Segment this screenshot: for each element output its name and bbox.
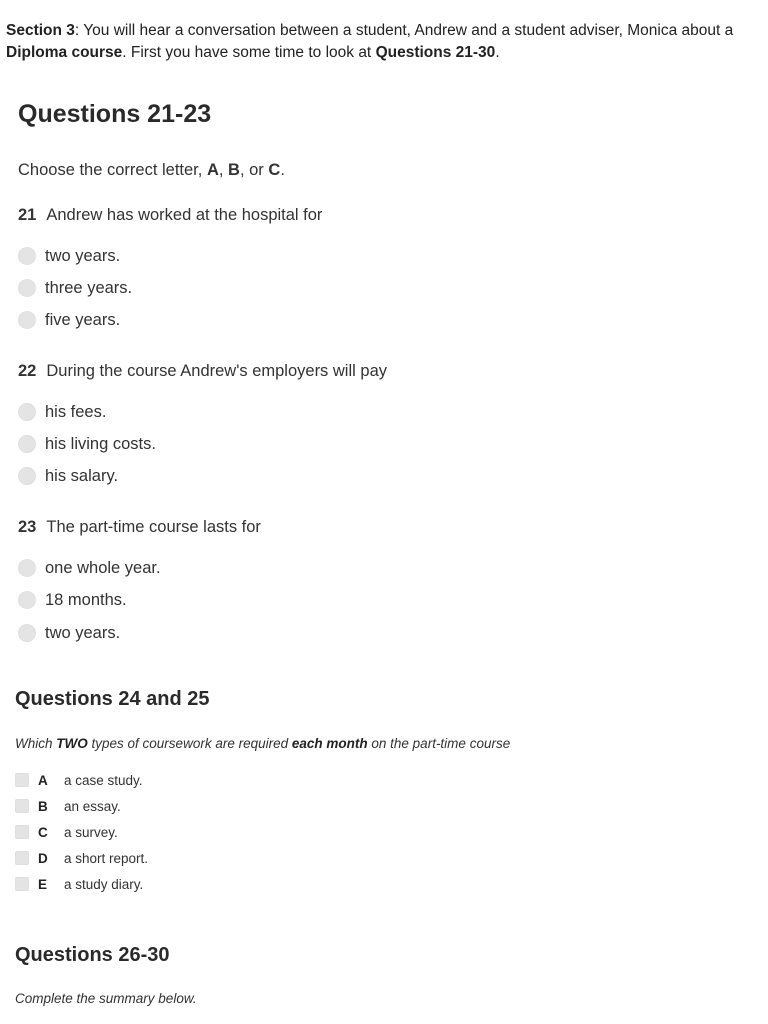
option-letter: D xyxy=(38,850,48,866)
question-text: The part-time course lasts for xyxy=(46,518,261,536)
questions-26-30-heading: Questions 26-30 xyxy=(15,944,170,966)
option-label: three years. xyxy=(45,278,133,297)
checkbox[interactable] xyxy=(15,773,29,787)
option-label: five years. xyxy=(45,310,121,329)
option-label: a case study. xyxy=(64,772,143,788)
option-label: his salary. xyxy=(45,466,119,485)
section-label: Section 3 xyxy=(6,22,75,39)
option-label: two years. xyxy=(45,246,121,265)
diploma-course: Diploma course xyxy=(6,44,123,61)
question-21 xyxy=(18,206,322,225)
checkbox[interactable] xyxy=(15,877,29,891)
checkbox[interactable] xyxy=(15,825,29,839)
questions-24-25-heading: Questions 24 and 25 xyxy=(15,688,210,710)
letter-a: A xyxy=(206,161,219,179)
instruction-text: types of coursework are required xyxy=(87,736,292,751)
radio-button[interactable] xyxy=(18,624,36,642)
choose-letter-instruction xyxy=(18,161,285,180)
option-label: a study diary. xyxy=(64,876,144,892)
option-letter: C xyxy=(38,824,48,840)
questions-ref: Questions 21-30 xyxy=(375,44,496,61)
question-22 xyxy=(18,362,387,381)
q21-option-2[interactable] xyxy=(18,278,132,298)
option-label: his living costs. xyxy=(45,434,156,453)
question-number: 22 xyxy=(18,362,37,380)
question-text: During the course Andrew's employers will pay xyxy=(46,362,387,380)
option-label: 18 months. xyxy=(45,590,127,609)
radio-button[interactable] xyxy=(18,279,36,297)
option-letter: B xyxy=(38,798,48,814)
option-label: his fees. xyxy=(45,402,107,421)
intro-text: : You will hear a conversation between a student, Andrew and a student adviser, Monica about a xyxy=(74,22,734,39)
option-label: one whole year. xyxy=(45,558,161,577)
radio-button[interactable] xyxy=(18,435,36,453)
checkbox[interactable] xyxy=(15,851,29,865)
questions-21-23-heading: Questions 21-23 xyxy=(18,100,212,128)
q21-option-1[interactable] xyxy=(18,246,120,266)
q23-option-2[interactable] xyxy=(18,590,127,610)
q22-option-2[interactable] xyxy=(18,434,156,454)
instruction-emphasis: each month xyxy=(291,736,368,751)
radio-button[interactable] xyxy=(18,591,36,609)
option-label: an essay. xyxy=(64,798,121,814)
instruction-suffix: . xyxy=(280,161,285,179)
q23-option-3[interactable] xyxy=(18,623,120,643)
checkbox[interactable] xyxy=(15,799,29,813)
section-intro xyxy=(6,20,756,64)
option-letter: E xyxy=(38,876,48,892)
radio-button[interactable] xyxy=(18,247,36,265)
q24-25-option-e[interactable] xyxy=(15,875,143,893)
intro-text-2: . First you have some time to look at xyxy=(122,44,376,61)
instruction-text: Which xyxy=(15,736,57,751)
option-letter: A xyxy=(38,772,48,788)
q24-25-option-b[interactable] xyxy=(15,797,121,815)
q24-25-option-a[interactable] xyxy=(15,771,143,789)
instruction-sep: , or xyxy=(239,161,269,179)
option-label: a survey. xyxy=(64,824,118,840)
radio-button[interactable] xyxy=(18,467,36,485)
question-23 xyxy=(18,518,261,537)
letter-b: B xyxy=(228,161,240,179)
instruction-emphasis: TWO xyxy=(56,736,88,751)
question-number: 21 xyxy=(18,206,37,224)
coursework-instruction xyxy=(15,736,510,751)
instruction-text: Choose the correct letter, xyxy=(18,161,207,179)
radio-button[interactable] xyxy=(18,403,36,421)
q21-option-3[interactable] xyxy=(18,310,120,330)
intro-period: . xyxy=(495,44,500,61)
question-number: 23 xyxy=(18,518,37,536)
letter-c: C xyxy=(268,161,281,179)
option-label: two years. xyxy=(45,623,121,642)
instruction-sep: , xyxy=(218,161,229,179)
q24-25-option-d[interactable] xyxy=(15,849,148,867)
q24-25-option-c[interactable] xyxy=(15,823,118,841)
question-text: Andrew has worked at the hospital for xyxy=(46,206,323,224)
instruction-text: on the part-time course xyxy=(367,736,511,751)
radio-button[interactable] xyxy=(18,311,36,329)
option-label: a short report. xyxy=(64,850,149,866)
q22-option-3[interactable] xyxy=(18,466,118,486)
q23-option-1[interactable] xyxy=(18,558,161,578)
summary-instruction: Complete the summary below. xyxy=(15,991,197,1006)
radio-button[interactable] xyxy=(18,559,36,577)
q22-option-1[interactable] xyxy=(18,402,106,422)
